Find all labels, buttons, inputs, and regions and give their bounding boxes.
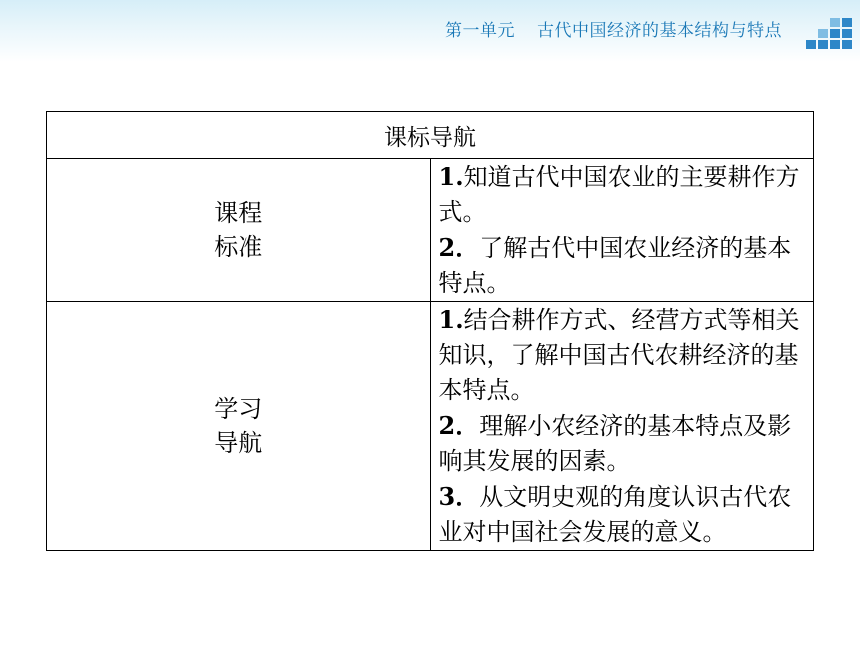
unit-label: 第一单元: [445, 21, 515, 41]
list-item: [439, 230, 808, 301]
row-label-line: 学习: [214, 395, 263, 423]
table-row-learning-guide: [47, 302, 814, 551]
row-label-line: 课程: [214, 199, 263, 227]
list-item: [439, 408, 808, 479]
curriculum-guide-table: [46, 111, 814, 551]
item-text: 从文明史观的角度认识古代农业对中国社会发展的意义。: [438, 483, 792, 546]
row-label-line: 标准: [214, 233, 263, 261]
item-number: 2．: [438, 233, 480, 262]
item-text: 结合耕作方式、经营方式等相关知识，了解中国古代农耕经济的基本特点。: [438, 306, 800, 404]
item-number: 3．: [438, 482, 480, 511]
header-band: [0, 0, 860, 62]
header-title: [445, 16, 782, 41]
item-number: 2．: [438, 411, 480, 440]
item-text: 知道古代中国农业的主要耕作方式。: [438, 163, 800, 226]
item-number: 1.: [438, 305, 464, 334]
list-item: [439, 302, 808, 408]
table-title: 课标导航: [47, 112, 814, 159]
list-item: [439, 159, 808, 230]
table-row-standards: [47, 159, 814, 302]
table-title-row: [47, 112, 814, 159]
row-label-standards: [47, 159, 431, 302]
unit-title: 古代中国经济的基本结构与特点: [537, 21, 782, 41]
row-content-learning-guide: [430, 302, 814, 551]
row-label-line: 导航: [214, 429, 263, 457]
item-number: 1.: [438, 162, 464, 191]
list-item: [439, 479, 808, 550]
item-text: 了解古代中国农业经济的基本特点。: [438, 234, 792, 297]
logo-squares-icon: [806, 18, 854, 48]
row-content-standards: [430, 159, 814, 302]
item-text: 理解小农经济的基本特点及影响其发展的因素。: [438, 412, 792, 475]
row-label-learning-guide: [47, 302, 431, 551]
